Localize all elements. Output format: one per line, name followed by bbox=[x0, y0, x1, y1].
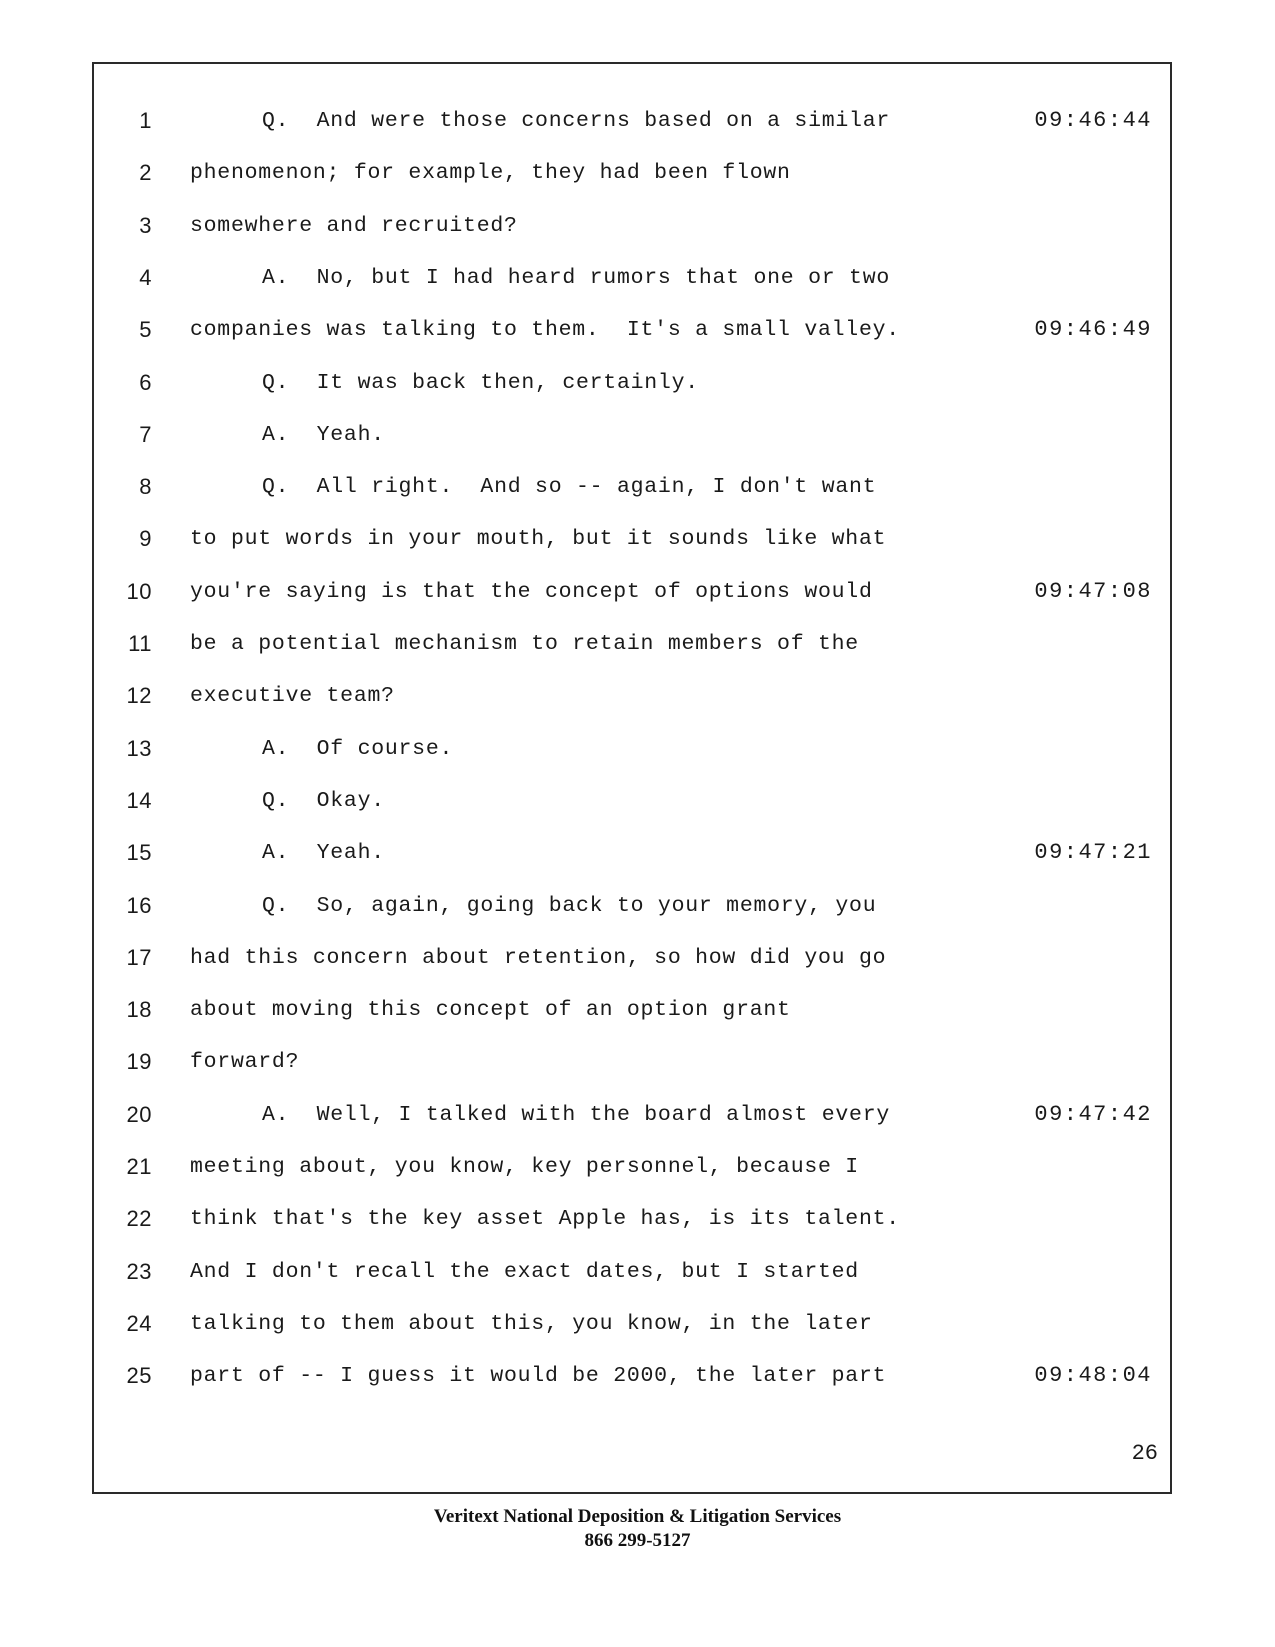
line-text: Q. It was back then, certainly. bbox=[262, 370, 699, 395]
line-text: executive team? bbox=[190, 684, 395, 709]
transcript-line bbox=[94, 206, 1170, 246]
line-text: talking to them about this, you know, in the later bbox=[190, 1311, 873, 1336]
line-text: be a potential mechanism to retain members of the bbox=[190, 632, 859, 656]
line-text: you're saying is that the concept of options would bbox=[190, 579, 873, 604]
line-number: 11 bbox=[128, 631, 152, 656]
footer-company: Veritext National Deposition & Litigation Services bbox=[433, 1506, 842, 1527]
line-text: Q. Okay. bbox=[262, 788, 385, 813]
transcript-line bbox=[94, 519, 1170, 559]
line-number: 16 bbox=[126, 892, 152, 918]
line-number: 4 bbox=[139, 264, 152, 290]
line-number: 24 bbox=[126, 1310, 152, 1336]
transcript-line bbox=[94, 1356, 1170, 1396]
line-number: 22 bbox=[126, 1206, 152, 1232]
line-number: 21 bbox=[126, 1154, 152, 1179]
timestamp: 09:47:21 bbox=[1034, 840, 1152, 866]
line-number: 1 bbox=[139, 108, 152, 133]
line-text: think that's the key asset Apple has, is its talent. bbox=[190, 1207, 900, 1232]
timestamp: 09:47:08 bbox=[1034, 578, 1152, 604]
line-text: meeting about, you know, key personnel, because I bbox=[190, 1155, 859, 1179]
line-text: A. Yeah. bbox=[262, 841, 385, 866]
line-number: 7 bbox=[139, 421, 152, 447]
transcript-line bbox=[94, 415, 1170, 455]
line-text: Q. So, again, going back to your memory, you bbox=[262, 893, 877, 918]
timestamp: 09:47:42 bbox=[1034, 1101, 1152, 1127]
footer-phone: 866 299-5127 bbox=[584, 1530, 691, 1551]
line-text: A. Of course. bbox=[262, 736, 454, 761]
line-text: A. Well, I talked with the board almost every bbox=[262, 1102, 890, 1127]
transcript-line bbox=[94, 624, 1170, 664]
line-number: 12 bbox=[126, 683, 152, 709]
line-text: to put words in your mouth, but it sounds like what bbox=[190, 527, 887, 552]
line-text: companies was talking to them. It's a small valley. bbox=[190, 318, 900, 343]
line-text: Q. And were those concerns based on a similar bbox=[262, 109, 890, 133]
transcript-line bbox=[94, 938, 1170, 978]
line-number: 18 bbox=[126, 997, 152, 1023]
transcript-line bbox=[94, 363, 1170, 403]
line-number: 17 bbox=[126, 944, 152, 970]
transcript-line bbox=[94, 258, 1170, 298]
line-text: And I don't recall the exact dates, but I started bbox=[190, 1259, 859, 1284]
transcript-line bbox=[94, 781, 1170, 821]
line-number: 2 bbox=[139, 160, 152, 186]
line-text: A. No, but I had heard rumors that one or two bbox=[262, 265, 890, 290]
transcript-line bbox=[94, 1252, 1170, 1292]
line-number: 5 bbox=[139, 317, 152, 343]
line-number: 14 bbox=[126, 787, 152, 813]
timestamp: 09:46:49 bbox=[1034, 317, 1152, 343]
line-number: 15 bbox=[126, 840, 152, 866]
line-number: 3 bbox=[139, 212, 152, 238]
line-text: A. Yeah. bbox=[262, 422, 385, 447]
transcript-line bbox=[94, 310, 1170, 350]
timestamp: 09:48:04 bbox=[1034, 1363, 1152, 1389]
line-text: phenomenon; for example, they had been flown bbox=[190, 161, 791, 186]
transcript-line bbox=[94, 833, 1170, 873]
transcript-line bbox=[94, 886, 1170, 926]
page-number: 26 bbox=[1131, 1441, 1158, 1466]
line-number: 25 bbox=[126, 1363, 152, 1389]
page-footer bbox=[0, 1505, 1275, 1553]
transcript-line bbox=[94, 729, 1170, 769]
line-number: 9 bbox=[139, 526, 152, 552]
line-number: 20 bbox=[126, 1101, 152, 1127]
timestamp: 09:46:44 bbox=[1034, 108, 1152, 133]
line-number: 6 bbox=[139, 369, 152, 395]
line-text: part of -- I guess it would be 2000, the later part bbox=[190, 1364, 887, 1389]
line-number: 23 bbox=[126, 1258, 152, 1284]
transcript-line bbox=[94, 1042, 1170, 1082]
line-text: Q. All right. And so -- again, I don't want bbox=[262, 475, 877, 500]
transcript-line bbox=[94, 1147, 1170, 1187]
line-number: 8 bbox=[139, 474, 152, 500]
transcript-line bbox=[94, 101, 1170, 141]
transcript-line bbox=[94, 990, 1170, 1030]
line-text: about moving this concept of an option grant bbox=[190, 998, 791, 1023]
line-text: had this concern about retention, so how did you go bbox=[190, 945, 887, 970]
line-number: 19 bbox=[126, 1049, 152, 1075]
line-text: somewhere and recruited? bbox=[190, 213, 518, 238]
transcript-page-frame bbox=[92, 62, 1172, 1494]
transcript-line bbox=[94, 1304, 1170, 1344]
transcript-line bbox=[94, 676, 1170, 716]
transcript-line bbox=[94, 467, 1170, 507]
line-number: 10 bbox=[126, 578, 152, 604]
transcript-line bbox=[94, 1095, 1170, 1135]
transcript-line bbox=[94, 153, 1170, 193]
transcript-line bbox=[94, 1199, 1170, 1239]
line-number: 13 bbox=[126, 735, 152, 761]
transcript-line bbox=[94, 572, 1170, 612]
line-text: forward? bbox=[190, 1050, 300, 1075]
